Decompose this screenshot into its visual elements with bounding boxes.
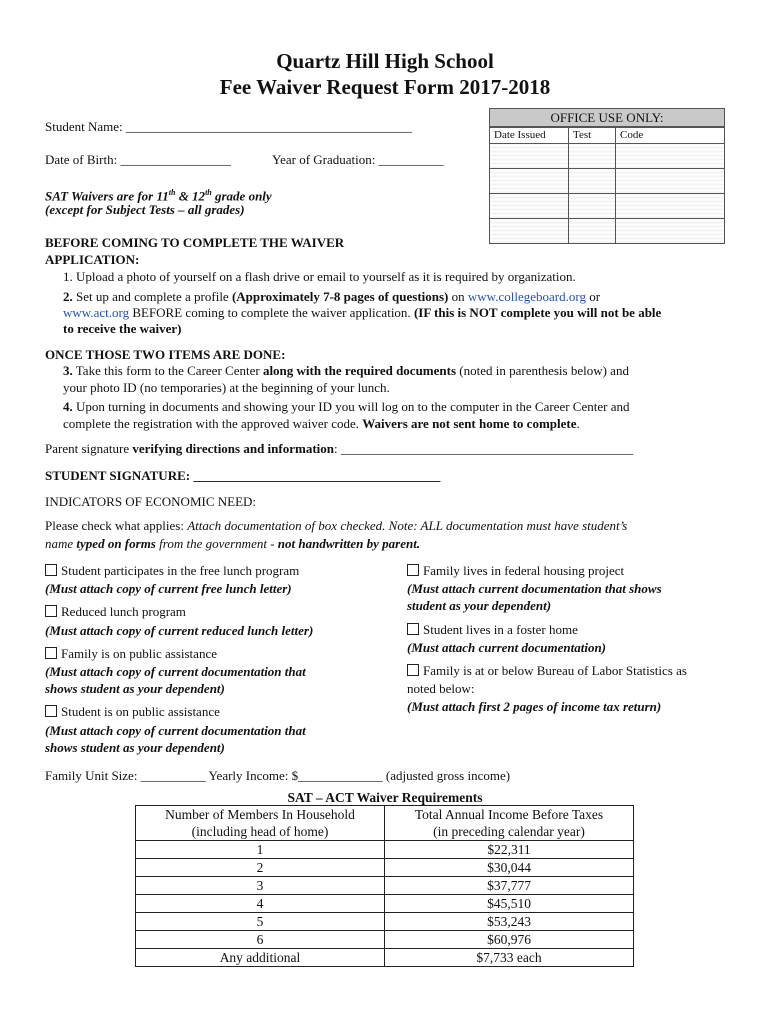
foster-home-requirement: (Must attach current documentation) <box>407 640 606 655</box>
free-lunch-option[interactable]: Student participates in the free lunch program <box>45 562 299 579</box>
step-2-cont: www.act.org BEFORE coming to complete the waiver application. (IF this is NOT complete you will not be able <box>63 305 662 320</box>
step-1: 1. Upload a photo of yourself on a flash drive or email to yourself as it is required by organization. <box>63 269 576 284</box>
family-assistance-requirement: (Must attach copy of current documentation that <box>45 664 306 679</box>
once-heading: ONCE THOSE TWO ITEMS ARE DONE: <box>45 347 286 362</box>
table-row: 6 $60,976 <box>136 931 634 949</box>
table-row: 3 $37,777 <box>136 877 634 895</box>
waiver-income-table <box>135 805 634 967</box>
federal-housing-requirement-2: student as your dependent) <box>407 598 552 613</box>
student-assistance-requirement: (Must attach copy of current documentation that <box>45 723 306 738</box>
foster-home-option[interactable]: Student lives in a foster home <box>407 621 578 638</box>
step-3-cont: your photo ID (no temporaries) at the beginning of your lunch. <box>63 380 390 395</box>
student-name-field[interactable]: Student Name: ____________________________________________ <box>45 119 412 134</box>
office-cell[interactable] <box>569 194 616 219</box>
grad-year-field[interactable]: Year of Graduation: __________ <box>272 152 444 167</box>
step-2-cont-2: to receive the waiver) <box>63 321 182 336</box>
federal-housing-option[interactable]: Family lives in federal housing project <box>407 562 624 579</box>
office-cell[interactable] <box>616 169 725 194</box>
free-lunch-requirement: (Must attach copy of current free lunch letter) <box>45 581 292 596</box>
office-cell[interactable] <box>616 194 725 219</box>
checkbox[interactable] <box>45 564 57 576</box>
office-col-test: Test <box>569 128 616 144</box>
office-col-date: Date Issued <box>490 128 569 144</box>
federal-housing-requirement: (Must attach current documentation that shows <box>407 581 662 596</box>
office-cell[interactable] <box>569 169 616 194</box>
student-assistance-requirement-2: shows student as your dependent) <box>45 740 225 755</box>
office-cell[interactable] <box>490 194 569 219</box>
table-row: Any additional $7,733 each <box>136 949 634 967</box>
office-use-title: OFFICE USE ONLY: <box>489 108 725 127</box>
before-heading: BEFORE COMING TO COMPLETE THE WAIVER <box>45 235 345 250</box>
table-row: 1 $22,311 <box>136 841 634 859</box>
table-header-members: Number of Members In Household (including head of home) <box>136 806 385 841</box>
office-cell[interactable] <box>490 169 569 194</box>
office-col-code: Code <box>616 128 725 144</box>
office-cell[interactable] <box>490 219 569 244</box>
office-cell[interactable] <box>490 144 569 169</box>
checkbox[interactable] <box>407 623 419 635</box>
student-assistance-option[interactable]: Student is on public assistance <box>45 703 220 720</box>
reduced-lunch-requirement: (Must attach copy of current reduced lunch letter) <box>45 623 314 638</box>
office-cell[interactable] <box>569 219 616 244</box>
collegeboard-link[interactable]: www.collegeboard.org <box>467 289 586 304</box>
reduced-lunch-option[interactable]: Reduced lunch program <box>45 603 186 620</box>
checkbox[interactable] <box>45 605 57 617</box>
labor-stats-requirement: (Must attach first 2 pages of income tax return) <box>407 699 662 714</box>
office-cell[interactable] <box>616 144 725 169</box>
step-4: 4. Upon turning in documents and showing your ID you will log on to the computer in the Career Center and <box>63 399 630 414</box>
office-use-box <box>489 108 725 244</box>
family-assistance-option[interactable]: Family is on public assistance <box>45 645 217 662</box>
checkbox[interactable] <box>407 664 419 676</box>
indicators-heading: INDICATORS OF ECONOMIC NEED: <box>45 494 257 509</box>
sat-note-line1: SAT Waivers are for 11th & 12th grade only <box>45 188 272 204</box>
checkbox[interactable] <box>407 564 419 576</box>
step-2: 2. Set up and complete a profile (Approximately 7-8 pages of questions) on www.collegeboard.org or <box>63 289 601 304</box>
indicators-line2: name typed on forms from the government - not handwritten by parent. <box>45 536 421 551</box>
table-header-income: Total Annual Income Before Taxes (in preceding calendar year) <box>385 806 634 841</box>
student-signature-field[interactable]: STUDENT SIGNATURE: ______________________________________ <box>45 468 441 483</box>
indicators-line1: Please check what applies: Attach documentation of box checked. Note: ALL documentation must have student’s <box>45 518 628 533</box>
office-cell[interactable] <box>616 219 725 244</box>
table-row: 2 $30,044 <box>136 859 634 877</box>
step-3: 3. Take this form to the Career Center along with the required documents (noted in parenthesis below) and <box>63 363 629 378</box>
waiver-table-caption: SAT – ACT Waiver Requirements <box>287 790 483 805</box>
sat-note-line2: (except for Subject Tests – all grades) <box>45 202 245 217</box>
table-row: 5 $53,243 <box>136 913 634 931</box>
office-cell[interactable] <box>569 144 616 169</box>
checkbox[interactable] <box>45 647 57 659</box>
checkbox[interactable] <box>45 705 57 717</box>
labor-stats-label-2: noted below: <box>407 681 475 696</box>
step-4-cont: complete the registration with the approved waiver code. Waivers are not sent home to complete. <box>63 416 580 431</box>
parent-signature-field[interactable]: Parent signature verifying directions and information: _____________________________________________ <box>45 441 634 456</box>
office-use-table <box>489 127 725 244</box>
dob-field[interactable]: Date of Birth: _________________ <box>45 152 231 167</box>
before-heading-2: APPLICATION: <box>45 252 140 267</box>
school-title: Quartz Hill High School <box>276 49 494 73</box>
act-link[interactable]: www.act.org <box>63 305 130 320</box>
form-title: Fee Waiver Request Form 2017-2018 <box>219 75 551 99</box>
table-row: 4 $45,510 <box>136 895 634 913</box>
family-income-field[interactable]: Family Unit Size: __________ Yearly Income: $_____________ (adjusted gross income) <box>45 768 511 783</box>
labor-stats-option[interactable]: Family is at or below Bureau of Labor Statistics as <box>407 662 687 679</box>
family-assistance-requirement-2: shows student as your dependent) <box>45 681 225 696</box>
